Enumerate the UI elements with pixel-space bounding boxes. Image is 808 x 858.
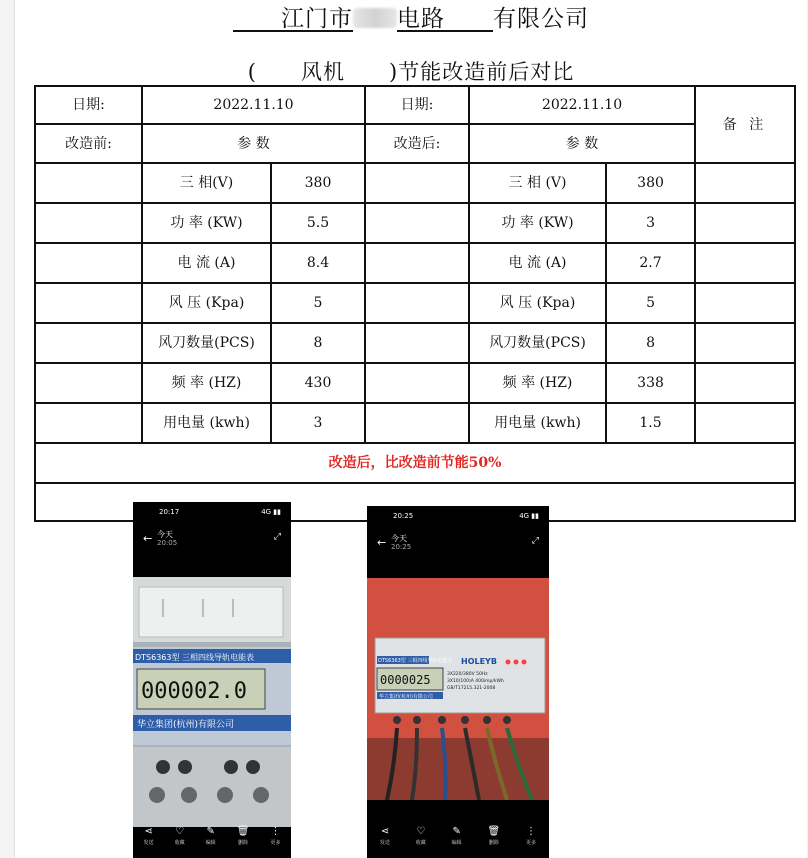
- row-blank: [35, 243, 142, 283]
- photo-date: [157, 530, 177, 548]
- row-blank: [35, 203, 142, 243]
- row-blank: [365, 323, 469, 363]
- table-row: [35, 243, 795, 283]
- heart-icon: ♡: [416, 826, 426, 837]
- signal-icon: 4G ▮▮: [261, 508, 281, 516]
- share-icon: ⋖: [144, 826, 153, 837]
- note-cell: [695, 203, 795, 243]
- photo-date-title: 今天: [391, 534, 407, 543]
- photo-toolbar: [367, 826, 549, 854]
- meter-reading: 0000025: [380, 673, 431, 687]
- brand-text: HOLEYB: [461, 657, 497, 666]
- more-button[interactable]: [526, 826, 536, 854]
- param-value-after: 8: [606, 323, 695, 363]
- row-blank: [35, 363, 142, 403]
- more-label: 更多: [270, 840, 281, 846]
- maker-text: 华立集团(杭州)有限公司: [379, 694, 433, 700]
- photo-time: 20:25: [391, 543, 412, 551]
- meter-photo-after: [367, 578, 549, 800]
- delete-button[interactable]: [237, 826, 250, 854]
- spec-current: 3X10(100)A 400imp/kWh: [447, 679, 504, 684]
- signal-icon: 4G ▮▮: [519, 512, 539, 520]
- param-name-after: 功 率 (KW): [469, 203, 606, 243]
- more-label: 更多: [526, 840, 537, 846]
- param-header-before: 参 数: [142, 124, 365, 163]
- param-name-after: 风刀数量(PCS): [469, 323, 606, 363]
- param-value-after: 5: [606, 283, 695, 323]
- param-value-after: 1.5: [606, 403, 695, 443]
- subtitle-open: (: [247, 60, 257, 84]
- photo-time: 20:05: [157, 539, 178, 547]
- table-row: [35, 203, 795, 243]
- before-label: 改造前:: [35, 124, 142, 163]
- company-mid: 电路: [397, 6, 445, 32]
- heart-icon: ♡: [175, 826, 185, 837]
- table-row: [35, 363, 795, 403]
- param-name-before: 风刀数量(PCS): [142, 323, 271, 363]
- param-value-after: 338: [606, 363, 695, 403]
- meter-model-text: DTS6363型 三相四线导轨电能表: [135, 653, 255, 662]
- favorite-label: 收藏: [415, 840, 426, 846]
- row-blank: [365, 363, 469, 403]
- document-subtitle: [15, 58, 807, 86]
- meter-model-text: DTS6363型 三相四线导轨电能表: [378, 658, 453, 664]
- share-button[interactable]: [380, 826, 390, 854]
- param-name-before: 风 压 (Kpa): [142, 283, 271, 323]
- note-cell: [695, 243, 795, 283]
- param-name-before: 频 率 (HZ): [142, 363, 271, 403]
- document-page: [14, 0, 807, 858]
- edit-label: 编辑: [205, 840, 216, 846]
- note-cell: [695, 323, 795, 363]
- share-label: 发送: [143, 840, 154, 846]
- edit-button[interactable]: [206, 826, 216, 854]
- delete-label: 删除: [238, 840, 249, 846]
- meter-reading: 000002.0: [141, 679, 247, 704]
- savings-summary: 改造后，比改造前节能50%: [35, 443, 795, 483]
- date-after: 2022.11.10: [469, 86, 695, 124]
- delete-label: 删除: [488, 840, 499, 846]
- more-icon: ⋮: [270, 826, 281, 837]
- photo-date: [391, 534, 411, 552]
- phone-screenshot-after: [367, 506, 549, 858]
- note-cell: [695, 363, 795, 403]
- row-blank: [35, 283, 142, 323]
- edit-label: 编辑: [451, 840, 462, 846]
- delete-button[interactable]: [488, 826, 501, 854]
- param-value-before: 8: [271, 323, 365, 363]
- pencil-icon: ✎: [452, 826, 461, 837]
- photo-toolbar: [133, 826, 291, 854]
- note-cell: [695, 163, 795, 203]
- maker-text: 华立集团(杭州)有限公司: [137, 720, 235, 730]
- date-label-after: 日期:: [365, 86, 469, 124]
- expand-icon[interactable]: ⤢: [531, 536, 539, 546]
- back-arrow-icon[interactable]: ←: [143, 532, 153, 545]
- spec-standard: GB/T17215.321-2008: [447, 686, 496, 691]
- note-cell: [695, 283, 795, 323]
- favorite-button[interactable]: [416, 826, 426, 854]
- row-blank: [365, 403, 469, 443]
- after-label: 改造后:: [365, 124, 469, 163]
- redacted-text: [353, 8, 397, 28]
- more-icon: ⋮: [526, 826, 537, 837]
- row-blank: [365, 283, 469, 323]
- param-value-before: 380: [271, 163, 365, 203]
- param-value-before: 5: [271, 283, 365, 323]
- pencil-icon: ✎: [206, 826, 215, 837]
- share-button[interactable]: [144, 826, 154, 854]
- param-name-before: 电 流 (A): [142, 243, 271, 283]
- param-name-after: 三 相 (V): [469, 163, 606, 203]
- table-row: [35, 283, 795, 323]
- status-time: 20:25: [393, 512, 414, 520]
- company-title: [15, 4, 807, 34]
- favorite-button[interactable]: [175, 826, 185, 854]
- spec-voltage: 3X220/380V 50Hz: [447, 672, 488, 677]
- param-name-after: 频 率 (HZ): [469, 363, 606, 403]
- company-prefix: 江门市: [281, 6, 353, 32]
- date-before: 2022.11.10: [142, 86, 365, 124]
- subtitle-close: )节能改造前后对比: [389, 60, 575, 84]
- expand-icon[interactable]: ⤢: [273, 532, 281, 542]
- phone-screenshot-before: [133, 502, 291, 858]
- date-label-before: 日期:: [35, 86, 142, 124]
- status-time: 20:17: [159, 508, 180, 516]
- row-blank: [365, 243, 469, 283]
- param-value-after: 3: [606, 203, 695, 243]
- back-arrow-icon[interactable]: ←: [377, 536, 387, 549]
- table-row: [35, 163, 795, 203]
- photo-date-title: 今天: [157, 530, 173, 539]
- note-cell: [695, 403, 795, 443]
- param-value-after: 2.7: [606, 243, 695, 283]
- table-row: [35, 403, 795, 443]
- table-row: [35, 323, 795, 363]
- share-label: 发送: [379, 840, 390, 846]
- share-icon: ⋖: [380, 826, 390, 837]
- param-value-before: 3: [271, 403, 365, 443]
- row-blank: [35, 403, 142, 443]
- row-blank: [365, 163, 469, 203]
- trash-icon: 🗑: [236, 826, 250, 837]
- row-blank: [35, 163, 142, 203]
- note-header: 备 注: [695, 86, 795, 163]
- param-value-before: 430: [271, 363, 365, 403]
- row-blank: [365, 203, 469, 243]
- favorite-label: 收藏: [174, 840, 185, 846]
- company-suffix: 有限公司: [493, 6, 589, 32]
- param-name-before: 三 相(V): [142, 163, 271, 203]
- param-value-before: 8.4: [271, 243, 365, 283]
- param-name-before: 用电量 (kwh): [142, 403, 271, 443]
- more-button[interactable]: [270, 826, 280, 854]
- trash-icon: 🗑: [487, 826, 501, 837]
- param-value-before: 5.5: [271, 203, 365, 243]
- edit-button[interactable]: [452, 826, 462, 854]
- meter-photo-before: [133, 577, 291, 827]
- param-header-after: 参 数: [469, 124, 695, 163]
- param-value-after: 380: [606, 163, 695, 203]
- param-name-after: 风 压 (Kpa): [469, 283, 606, 323]
- meter-image: [367, 578, 549, 800]
- param-name-after: 用电量 (kwh): [469, 403, 606, 443]
- row-blank: [35, 323, 142, 363]
- param-name-after: 电 流 (A): [469, 243, 606, 283]
- param-name-before: 功 率 (KW): [142, 203, 271, 243]
- meter-image: [133, 577, 291, 827]
- comparison-table: [34, 85, 796, 522]
- subtitle-device: 风机: [301, 60, 345, 84]
